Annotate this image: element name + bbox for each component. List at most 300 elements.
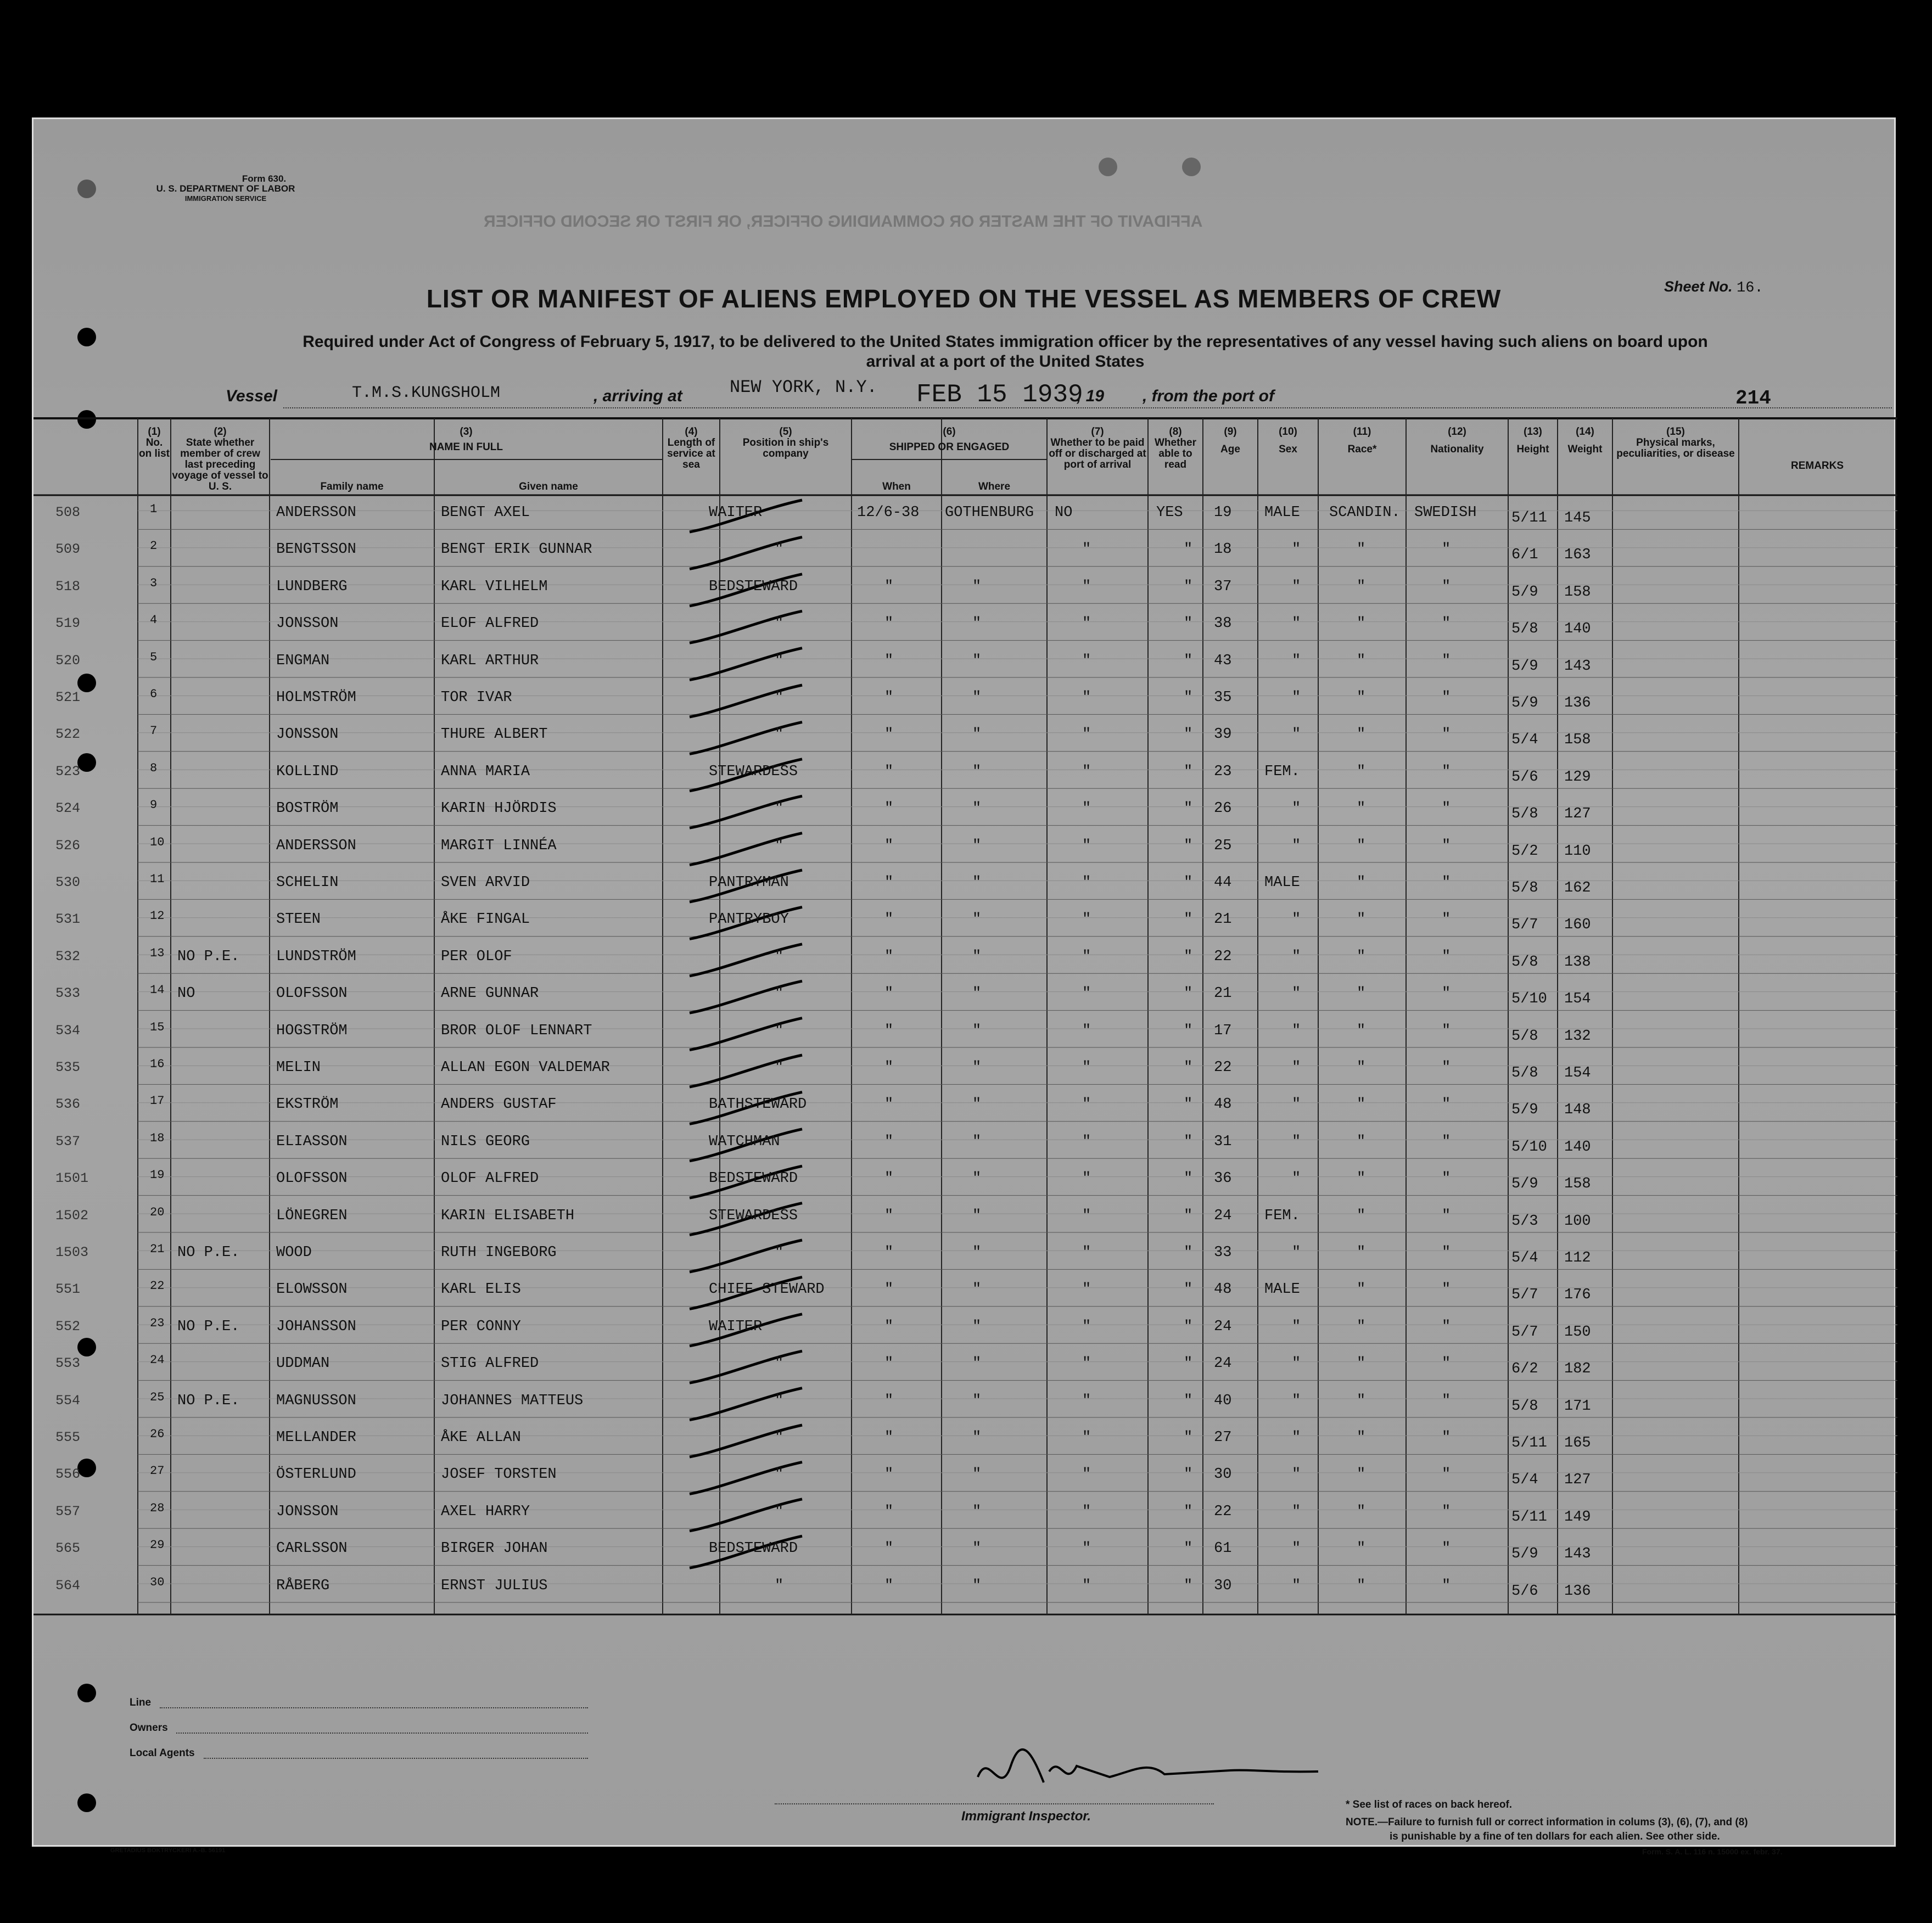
cell-given-name: KARL ELIS: [441, 1281, 521, 1298]
col2-label: State whether member of crew last preceding voyage of vessel to U. S.: [172, 437, 268, 492]
cell-list-number: 12: [150, 909, 165, 923]
cell-line-number: 518: [55, 578, 81, 595]
cell-race: ": [1357, 985, 1366, 1002]
cell-nationality: ": [1442, 578, 1451, 595]
cell-position: WAITER: [709, 1318, 763, 1335]
cell-age: 30: [1214, 1466, 1232, 1483]
cell-line-number: 534: [55, 1022, 81, 1039]
cell-nationality: ": [1442, 652, 1451, 669]
cell-given-name: KARIN ELISABETH: [441, 1207, 575, 1224]
cell-position: BATHSTEWARD: [709, 1096, 807, 1113]
cell-nationality: ": [1442, 1392, 1451, 1409]
cell-shipped-when: ": [884, 615, 894, 632]
cell-list-number: 26: [150, 1427, 165, 1441]
cell-able-to-read: YES: [1156, 504, 1183, 521]
service-pen-stroke: [690, 648, 802, 680]
cell-nationality: ": [1442, 541, 1451, 558]
penalty-note-line1: NOTE.—Failure to furnish full or correct information in colums (3), (6), (7), and (8): [1346, 1817, 1748, 1828]
service-pen-stroke: [690, 1351, 802, 1383]
cell-able-to-read: ": [1184, 1429, 1193, 1446]
cell-height: 5/8: [1511, 621, 1538, 638]
remarks-header: REMARKS: [1790, 460, 1844, 472]
cell-height: 5/7: [1511, 1324, 1538, 1341]
cell-able-to-read: ": [1184, 1059, 1193, 1076]
cell-position: STEWARDESS: [709, 763, 798, 780]
cell-line-number: 519: [55, 615, 81, 632]
cell-nationality: ": [1442, 985, 1451, 1002]
cell-age: 24: [1214, 1318, 1232, 1335]
cell-given-name: TOR IVAR: [441, 689, 512, 706]
cell-nationality: ": [1442, 1059, 1451, 1076]
cell-given-name: BIRGER JOHAN: [441, 1540, 548, 1557]
cell-weight: 154: [1564, 1065, 1591, 1081]
owners-label: Owners: [130, 1722, 168, 1734]
page-title: LIST OR MANIFEST OF ALIENS EMPLOYED ON THE VESSEL AS MEMBERS OF CREW: [426, 284, 1502, 313]
cell-line-number: 524: [55, 800, 81, 817]
cell-position: BEDSTEWARD: [709, 578, 798, 595]
service-pen-stroke: [690, 944, 802, 976]
cell-sex: ": [1292, 948, 1301, 965]
cell-nationality: ": [1442, 1318, 1451, 1335]
service-pen-stroke: [690, 1240, 802, 1272]
inspector-signature: [967, 1744, 1351, 1810]
cell-age: 61: [1214, 1540, 1232, 1557]
cell-height: 5/11: [1511, 1509, 1547, 1526]
cell-height: 5/9: [1511, 658, 1538, 675]
cell-list-number: 7: [150, 724, 158, 738]
cell-list-number: 30: [150, 1575, 165, 1589]
cell-shipped-when: ": [884, 1207, 894, 1224]
cell-position: ": [775, 1466, 784, 1483]
printer-imprint: GRETADIUS BOKTRYCKERI A.-B. 56191: [110, 1847, 226, 1854]
cell-sex: ": [1292, 1096, 1301, 1113]
col11-header: [1319, 427, 1405, 455]
cell-height: 5/7: [1511, 917, 1538, 934]
cell-paid-off: ": [1082, 1355, 1091, 1372]
cell-list-number: 16: [150, 1057, 165, 1071]
col12-number: (12): [1448, 426, 1466, 438]
cell-shipped-when: ": [884, 911, 894, 928]
cell-able-to-read: ": [1184, 1466, 1193, 1483]
cell-position: ": [775, 726, 784, 743]
cell-list-number: 1: [150, 502, 158, 516]
cell-position: ": [775, 1059, 784, 1076]
cell-nationality: SWEDISH: [1414, 504, 1477, 521]
cell-given-name: RUTH INGEBORG: [441, 1244, 557, 1261]
cell-shipped-where: ": [972, 1540, 982, 1557]
cell-shipped-when: ": [884, 763, 894, 780]
cell-age: 35: [1214, 689, 1232, 706]
cell-shipped-where: ": [972, 1318, 982, 1335]
line-label: Line: [130, 1697, 152, 1708]
cell-given-name: ELOF ALFRED: [441, 615, 539, 632]
cell-sex: ": [1292, 837, 1301, 854]
col14-label: Weight: [1567, 444, 1603, 455]
cell-given-name: ANDERS GUSTAF: [441, 1096, 557, 1113]
col5-header: [721, 427, 850, 459]
col3-label: NAME IN FULL: [429, 441, 503, 453]
cell-list-number: 10: [150, 835, 165, 849]
cell-able-to-read: ": [1184, 1355, 1193, 1372]
cell-given-name: KARL ARTHUR: [441, 652, 539, 669]
cell-able-to-read: ": [1184, 578, 1193, 595]
cell-line-number: 532: [55, 948, 81, 965]
service-pen-stroke: [690, 537, 802, 569]
cell-given-name: BENGT AXEL: [441, 504, 530, 521]
cell-given-name: MARGIT LINNÉA: [441, 837, 557, 854]
cell-able-to-read: ": [1184, 652, 1193, 669]
cell-age: 22: [1214, 1059, 1232, 1076]
cell-given-name: JOSEF TORSTEN: [441, 1466, 557, 1483]
service-pen-stroke: [690, 833, 802, 865]
cell-given-name: ANNA MARIA: [441, 763, 530, 780]
cell-able-to-read: ": [1184, 1133, 1193, 1150]
col1-label: No. on list: [139, 437, 170, 459]
cell-position: ": [775, 1429, 784, 1446]
cell-position: ": [775, 837, 784, 854]
cell-shipped-where: ": [972, 652, 982, 669]
col6-number: (6): [943, 426, 956, 438]
penalty-note-line2: is punishable by a fine of ten dollars for each alien. See other side.: [1390, 1831, 1720, 1842]
cell-height: 5/4: [1511, 1472, 1538, 1489]
cell-nationality: ": [1442, 726, 1451, 743]
cell-shipped-when: ": [884, 800, 894, 817]
cell-line-number: 533: [55, 985, 81, 1002]
cell-family-name: MAGNUSSON: [276, 1392, 356, 1409]
col3-given-header: Given name: [519, 481, 578, 492]
cell-family-name: JOHANSSON: [276, 1318, 356, 1335]
cell-position: ": [775, 1022, 784, 1039]
arriving-label: , arriving at: [593, 387, 682, 405]
cell-family-name: LUNDBERG: [276, 578, 348, 595]
cell-height: 5/6: [1511, 769, 1538, 786]
cell-list-number: 15: [150, 1020, 165, 1034]
cell-height: 5/4: [1511, 732, 1538, 749]
cell-age: 26: [1214, 800, 1232, 817]
cell-paid-off: ": [1082, 874, 1091, 891]
cell-height: 5/3: [1511, 1213, 1538, 1230]
subtitle-line: Required under Act of Congress of February 5, 1917, to be delivered to the United States immigration officer by the representatives of any vessel having such aliens on board upon: [303, 333, 1708, 351]
cell-weight: 127: [1564, 1472, 1591, 1489]
cell-shipped-where: ": [972, 763, 982, 780]
line-dotted: [160, 1707, 588, 1708]
cell-line-number: 508: [55, 504, 81, 520]
cell-shipped-when: ": [884, 1281, 894, 1298]
cell-shipped-when: 12/6-38: [857, 504, 920, 521]
cell-family-name: SCHELIN: [276, 874, 339, 891]
cell-able-to-read: ": [1184, 1577, 1193, 1594]
cell-age: 18: [1214, 541, 1232, 558]
cell-race: ": [1357, 1170, 1366, 1187]
cell-shipped-where: ": [972, 1355, 982, 1372]
cell-weight: 100: [1564, 1213, 1591, 1230]
col8-number: (8): [1169, 426, 1182, 438]
cell-nationality: ": [1442, 1207, 1451, 1224]
cell-height: 5/8: [1511, 806, 1538, 823]
cell-previous-voyage: NO: [177, 985, 195, 1002]
service-pen-stroke: [690, 796, 802, 828]
year-suffix: , 19: [1077, 387, 1105, 405]
service-pen-stroke: [690, 1499, 802, 1531]
cell-able-to-read: ": [1184, 1281, 1193, 1298]
cell-shipped-when: ": [884, 1096, 894, 1113]
cell-family-name: HOGSTRÖM: [276, 1022, 348, 1039]
cell-paid-off: ": [1082, 1281, 1091, 1298]
cell-shipped-where: ": [972, 1059, 982, 1076]
cell-previous-voyage: NO P.E.: [177, 1244, 240, 1261]
cell-age: 24: [1214, 1207, 1232, 1224]
form-number: Form 630.: [242, 173, 287, 184]
agents-dotted: [204, 1758, 588, 1759]
cell-line-number: 551: [55, 1281, 81, 1298]
cell-given-name: ERNST JULIUS: [441, 1577, 548, 1594]
cell-given-name: JOHANNES MATTEUS: [441, 1392, 584, 1409]
cell-family-name: BENGTSSON: [276, 541, 356, 558]
cell-age: 22: [1214, 1503, 1232, 1520]
cell-shipped-where: ": [972, 985, 982, 1002]
cell-age: 25: [1214, 837, 1232, 854]
cell-family-name: JONSSON: [276, 726, 339, 743]
cell-race: ": [1357, 1392, 1366, 1409]
cell-paid-off: ": [1082, 1096, 1091, 1113]
cell-paid-off: ": [1082, 541, 1091, 558]
cell-list-number: 9: [150, 798, 158, 812]
col14-header: [1559, 427, 1611, 455]
cell-position: ": [775, 689, 784, 706]
cell-previous-voyage: NO P.E.: [177, 1392, 240, 1409]
cell-able-to-read: ": [1184, 911, 1193, 928]
cell-weight: 158: [1564, 1176, 1591, 1193]
cell-age: 31: [1214, 1133, 1232, 1150]
cell-weight: 154: [1564, 991, 1591, 1008]
cell-nationality: ": [1442, 763, 1451, 780]
cell-line-number: 564: [55, 1577, 81, 1594]
cell-weight: 140: [1564, 621, 1591, 638]
cell-race: ": [1357, 763, 1366, 780]
col13-label: Height: [1516, 444, 1549, 455]
col3-number: (3): [460, 426, 473, 438]
cell-height: 5/11: [1511, 510, 1547, 526]
cell-shipped-when: ": [884, 1503, 894, 1520]
cell-nationality: ": [1442, 1577, 1451, 1594]
cell-nationality: ": [1442, 689, 1451, 706]
cell-list-number: 27: [150, 1464, 165, 1478]
cell-paid-off: ": [1082, 763, 1091, 780]
cell-family-name: JONSSON: [276, 615, 339, 632]
cell-family-name: BOSTRÖM: [276, 800, 339, 817]
cell-line-number: 531: [55, 911, 81, 928]
cell-sex: ": [1292, 1133, 1301, 1150]
cell-line-number: 553: [55, 1355, 81, 1372]
cell-race: ": [1357, 1207, 1366, 1224]
cell-shipped-where: ": [972, 1429, 982, 1446]
cell-race: ": [1357, 1096, 1366, 1113]
cell-age: 19: [1214, 504, 1232, 521]
cell-given-name: PER OLOF: [441, 948, 512, 965]
cell-given-name: AXEL HARRY: [441, 1503, 530, 1520]
col12-header: [1407, 427, 1507, 455]
cell-weight: 163: [1564, 547, 1591, 564]
cell-nationality: ": [1442, 1429, 1451, 1446]
cell-shipped-where: ": [972, 948, 982, 965]
cell-paid-off: ": [1082, 800, 1091, 817]
cell-shipped-when: ": [884, 1022, 894, 1039]
cell-shipped-when: ": [884, 1355, 894, 1372]
cell-nationality: ": [1442, 874, 1451, 891]
cell-height: 5/8: [1511, 1028, 1538, 1045]
cell-shipped-when: ": [884, 1318, 894, 1335]
cell-race: ": [1357, 1355, 1366, 1372]
cell-weight: 182: [1564, 1361, 1591, 1378]
col8-label: Whether able to read: [1155, 437, 1196, 470]
cell-shipped-when: ": [884, 1540, 894, 1557]
cell-age: 33: [1214, 1244, 1232, 1261]
cell-position: BEDSTEWARD: [709, 1540, 798, 1557]
cell-paid-off: ": [1082, 689, 1091, 706]
cell-sex: ": [1292, 1059, 1301, 1076]
cell-age: 27: [1214, 1429, 1232, 1446]
cell-height: 5/4: [1511, 1250, 1538, 1266]
cell-able-to-read: ": [1184, 1392, 1193, 1409]
cell-weight: 112: [1564, 1250, 1591, 1266]
cell-weight: 176: [1564, 1287, 1591, 1304]
cell-paid-off: ": [1082, 1577, 1091, 1594]
cell-shipped-where: ": [972, 1392, 982, 1409]
cell-able-to-read: ": [1184, 726, 1193, 743]
cell-able-to-read: ": [1184, 1318, 1193, 1335]
cell-shipped-when: ": [884, 1466, 894, 1483]
cell-weight: 127: [1564, 806, 1591, 823]
cell-nationality: ": [1442, 1133, 1451, 1150]
cell-sex: MALE: [1264, 504, 1300, 521]
cell-position: ": [775, 985, 784, 1002]
inspector-line: [775, 1803, 1214, 1804]
col3-family-header: Family name: [320, 481, 384, 492]
cell-list-number: 22: [150, 1279, 165, 1293]
cell-family-name: CARLSSON: [276, 1540, 348, 1557]
service-pen-stroke: [690, 611, 802, 643]
cell-line-number: 509: [55, 541, 81, 558]
cell-line-number: 557: [55, 1503, 81, 1520]
col4-label: Length of service at sea: [667, 437, 715, 470]
cell-family-name: JONSSON: [276, 1503, 339, 1520]
cell-position: ": [775, 541, 784, 558]
cell-shipped-when: ": [884, 1392, 894, 1409]
col6-header: [853, 427, 1046, 453]
local-agents-label: Local Agents: [130, 1747, 195, 1759]
cell-shipped-when: ": [884, 1244, 894, 1261]
cell-height: 5/9: [1511, 1546, 1538, 1563]
cell-nationality: ": [1442, 1355, 1451, 1372]
cell-family-name: ELOWSSON: [276, 1281, 348, 1298]
cell-given-name: ARNE GUNNAR: [441, 985, 539, 1002]
cell-shipped-where: ": [972, 1022, 982, 1039]
cell-line-number: 522: [55, 726, 81, 743]
cell-family-name: RÅBERG: [276, 1577, 330, 1594]
cell-shipped-when: ": [884, 726, 894, 743]
cell-line-number: 530: [55, 874, 81, 890]
cell-race: ": [1357, 652, 1366, 669]
cell-family-name: STEEN: [276, 911, 321, 928]
cell-nationality: ": [1442, 1170, 1451, 1187]
sheet-number-label: Sheet No.: [1664, 278, 1733, 295]
cell-weight: 158: [1564, 732, 1591, 749]
cell-shipped-where: ": [972, 1207, 982, 1224]
cell-family-name: ELIASSON: [276, 1133, 348, 1150]
cell-position: BEDSTEWARD: [709, 1170, 798, 1187]
cell-age: 24: [1214, 1355, 1232, 1372]
cell-list-number: 4: [150, 613, 158, 627]
cell-nationality: ": [1442, 1466, 1451, 1483]
col7-label: Whether to be paid off or discharged at port of arrival: [1049, 437, 1146, 470]
cell-shipped-where: ": [972, 1244, 982, 1261]
cell-shipped-when: ": [884, 1170, 894, 1187]
cell-age: 21: [1214, 911, 1232, 928]
cell-list-number: 29: [150, 1538, 165, 1552]
cell-position: ": [775, 1392, 784, 1409]
cell-family-name: MELLANDER: [276, 1429, 356, 1446]
cell-sex: ": [1292, 1318, 1301, 1335]
cell-given-name: STIG ALFRED: [441, 1355, 539, 1372]
cell-paid-off: ": [1082, 1170, 1091, 1187]
cell-paid-off: ": [1082, 1429, 1091, 1446]
cell-nationality: ": [1442, 1503, 1451, 1520]
cell-nationality: ": [1442, 911, 1451, 928]
cell-height: 5/9: [1511, 695, 1538, 711]
cell-sex: ": [1292, 1429, 1301, 1446]
cell-line-number: 1502: [55, 1207, 89, 1224]
cell-shipped-when: ": [884, 1429, 894, 1446]
cell-shipped-where: ": [972, 911, 982, 928]
cell-weight: 148: [1564, 1102, 1591, 1119]
col2-header: [172, 427, 268, 492]
cell-weight: 143: [1564, 658, 1591, 675]
cell-family-name: KOLLIND: [276, 763, 339, 780]
cell-line-number: 556: [55, 1466, 81, 1483]
col9-header: [1204, 427, 1257, 455]
col6-where-header: Where: [978, 481, 1011, 492]
cell-sex: ": [1292, 726, 1301, 743]
cell-shipped-where: ": [972, 578, 982, 595]
cell-sex: ": [1292, 1022, 1301, 1039]
cell-weight: 162: [1564, 880, 1591, 896]
cell-given-name: ÅKE FINGAL: [441, 911, 530, 928]
cell-position: ": [775, 652, 784, 669]
cell-line-number: 565: [55, 1540, 81, 1557]
vessel-label: Vessel: [226, 387, 277, 405]
cell-shipped-where: ": [972, 1577, 982, 1594]
cell-weight: 129: [1564, 769, 1591, 786]
cell-race: ": [1357, 1059, 1366, 1076]
service-pen-stroke: [690, 981, 802, 1013]
cell-able-to-read: ": [1184, 1540, 1193, 1557]
col5-label: Position in ship's company: [742, 437, 829, 459]
col8-header: [1149, 427, 1202, 470]
cell-paid-off: ": [1082, 985, 1091, 1002]
cell-race: ": [1357, 1244, 1366, 1261]
cell-paid-off: ": [1082, 652, 1091, 669]
cell-nationality: ": [1442, 1022, 1451, 1039]
cell-weight: 136: [1564, 695, 1591, 711]
col3-header: [271, 427, 662, 453]
cell-line-number: 1503: [55, 1244, 89, 1260]
cell-family-name: LUNDSTRÖM: [276, 948, 356, 965]
cell-race: ": [1357, 911, 1366, 928]
cell-shipped-where: ": [972, 689, 982, 706]
cell-race: SCANDIN.: [1329, 504, 1401, 521]
cell-height: 5/9: [1511, 1102, 1538, 1119]
cell-list-number: 21: [150, 1242, 165, 1256]
